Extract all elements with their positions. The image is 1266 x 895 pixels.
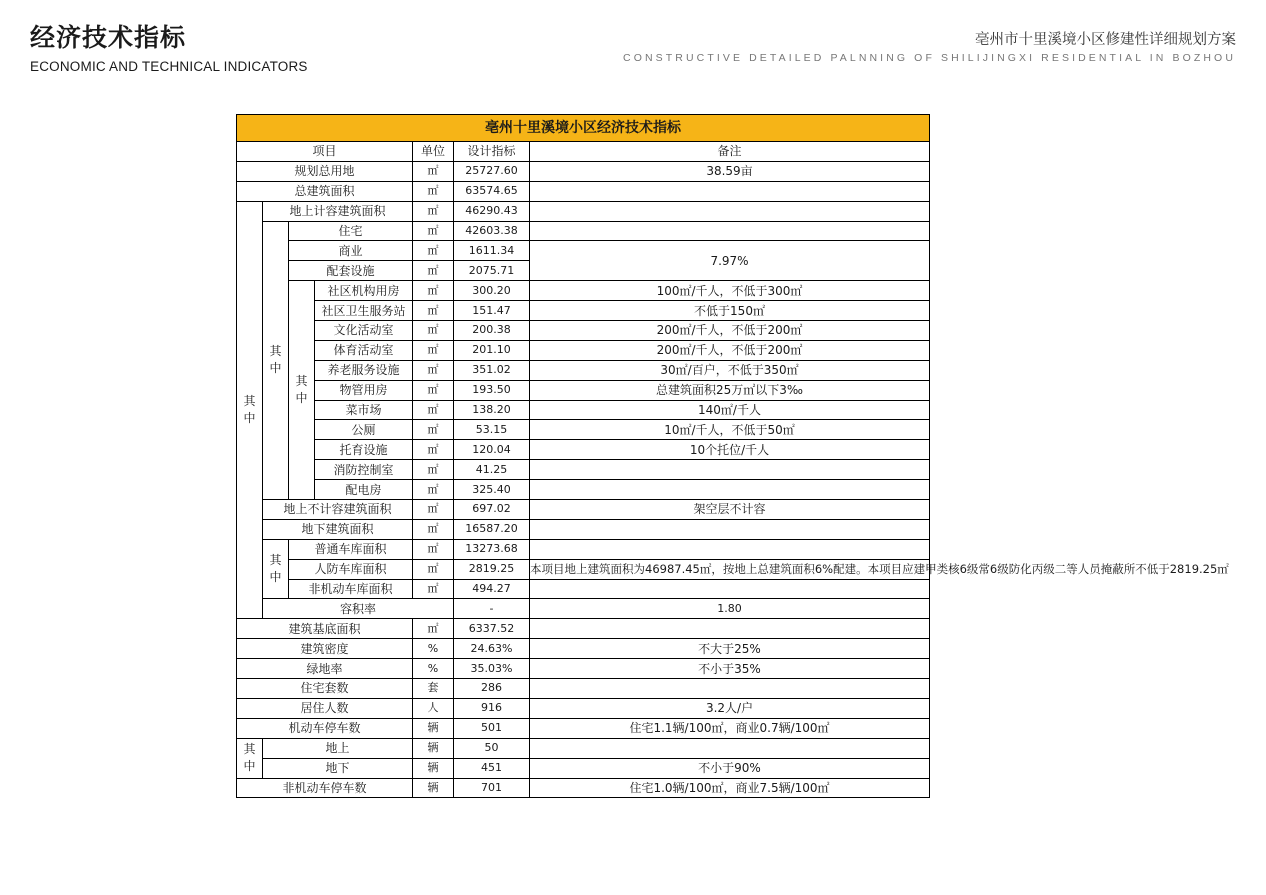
table-row xyxy=(237,639,930,659)
group-label: 其 中 xyxy=(289,281,315,500)
table-row xyxy=(237,301,930,321)
row-note: 100㎡/千人，不低于300㎡ xyxy=(530,281,930,301)
row-note: 200㎡/千人，不低于200㎡ xyxy=(530,321,930,341)
row-value: 701 xyxy=(454,778,530,798)
table-caption-row xyxy=(237,115,930,142)
row-unit: 辆 xyxy=(413,718,454,738)
row-label: 非机动车库面积 xyxy=(289,579,413,599)
row-note: 住宅1.1辆/100㎡，商业0.7辆/100㎡ xyxy=(530,718,930,738)
row-value: 138.20 xyxy=(454,400,530,420)
row-note: 架空层不计容 xyxy=(530,500,930,520)
row-unit: ㎡ xyxy=(413,539,454,559)
row-label: 文化活动室 xyxy=(315,321,413,341)
row-unit: ㎡ xyxy=(413,420,454,440)
row-label: 地下建筑面积 xyxy=(263,519,413,539)
project-title: 亳州市十里溪境小区修建性详细规划方案 xyxy=(975,32,1236,48)
table-row xyxy=(237,659,930,679)
row-label: 建筑密度 xyxy=(237,639,413,659)
group-label: 其 中 xyxy=(263,539,289,599)
table-row xyxy=(237,201,930,221)
row-unit: ㎡ xyxy=(413,340,454,360)
table-row xyxy=(237,221,930,241)
table-row xyxy=(237,778,930,798)
row-note: 本项目地上建筑面积为46987.45㎡，按地上总建筑面积6%配建。本项目应建甲类核6级常6级防化丙级二等人员掩蔽所不低于2819.25㎡ xyxy=(530,559,930,579)
row-label: 体育活动室 xyxy=(315,340,413,360)
row-unit: - xyxy=(454,599,530,619)
row-unit: ㎡ xyxy=(413,321,454,341)
row-value: 46290.43 xyxy=(454,201,530,221)
row-unit: ㎡ xyxy=(413,301,454,321)
row-note xyxy=(530,181,930,201)
row-note xyxy=(530,221,930,241)
row-label: 人防车库面积 xyxy=(289,559,413,579)
row-value: 42603.38 xyxy=(454,221,530,241)
row-value: 24.63% xyxy=(454,639,530,659)
row-unit: ㎡ xyxy=(413,281,454,301)
row-unit: ㎡ xyxy=(413,161,454,181)
row-label: 消防控制室 xyxy=(315,460,413,480)
table-row xyxy=(237,500,930,520)
row-note xyxy=(530,679,930,699)
row-label: 普通车库面积 xyxy=(289,539,413,559)
row-note xyxy=(530,579,930,599)
row-unit: ㎡ xyxy=(413,500,454,520)
row-note: 200㎡/千人，不低于200㎡ xyxy=(530,340,930,360)
group-label: 其 中 xyxy=(237,201,263,619)
table-row xyxy=(237,340,930,360)
table-row xyxy=(237,619,930,639)
row-unit: ㎡ xyxy=(413,261,454,281)
row-label: 规划总用地 xyxy=(237,161,413,181)
row-unit: ㎡ xyxy=(413,460,454,480)
row-label: 托育设施 xyxy=(315,440,413,460)
row-note: 38.59亩 xyxy=(530,161,930,181)
row-note: 3.2人/户 xyxy=(530,698,930,718)
row-unit: ㎡ xyxy=(413,201,454,221)
table-row xyxy=(237,440,930,460)
row-label: 非机动车停车数 xyxy=(237,778,413,798)
table-row xyxy=(237,400,930,420)
row-value: 351.02 xyxy=(454,360,530,380)
row-label: 配电房 xyxy=(315,480,413,500)
table-row xyxy=(237,519,930,539)
row-label: 总建筑面积 xyxy=(237,181,413,201)
row-note: 不低于150㎡ xyxy=(530,301,930,321)
header-note: 备注 xyxy=(530,142,930,162)
row-note: 10个托位/千人 xyxy=(530,440,930,460)
table-row xyxy=(237,460,930,480)
row-value: 1.80 xyxy=(530,599,930,619)
row-note: 30㎡/百户，不低于350㎡ xyxy=(530,360,930,380)
row-note xyxy=(530,738,930,758)
row-note xyxy=(530,539,930,559)
row-note xyxy=(530,460,930,480)
row-unit: 辆 xyxy=(413,738,454,758)
page-subtitle: ECONOMIC AND TECHNICAL INDICATORS xyxy=(30,59,308,74)
row-note: 不小于90% xyxy=(530,758,930,778)
row-value: 2819.25 xyxy=(454,559,530,579)
row-label: 容积率 xyxy=(263,599,454,619)
row-value: 501 xyxy=(454,718,530,738)
row-label: 机动车停车数 xyxy=(237,718,413,738)
table-row xyxy=(237,241,930,261)
table-row xyxy=(237,559,930,579)
table-row xyxy=(237,539,930,559)
page-title: 经济技术指标 xyxy=(30,23,187,52)
row-value: 451 xyxy=(454,758,530,778)
row-value: 63574.65 xyxy=(454,181,530,201)
table-row xyxy=(237,420,930,440)
table-row xyxy=(237,480,930,500)
row-unit: ㎡ xyxy=(413,579,454,599)
row-unit: ㎡ xyxy=(413,519,454,539)
table-row xyxy=(237,679,930,699)
row-label: 居住人数 xyxy=(237,698,413,718)
row-value: 50 xyxy=(454,738,530,758)
row-value: 494.27 xyxy=(454,579,530,599)
row-label: 住宅套数 xyxy=(237,679,413,699)
row-label: 菜市场 xyxy=(315,400,413,420)
row-value: 193.50 xyxy=(454,380,530,400)
row-label: 绿地率 xyxy=(237,659,413,679)
row-value: 53.15 xyxy=(454,420,530,440)
row-note: 10㎡/千人，不低于50㎡ xyxy=(530,420,930,440)
group-label: 其 中 xyxy=(237,738,263,778)
row-note: 住宅1.0辆/100㎡，商业7.5辆/100㎡ xyxy=(530,778,930,798)
row-value: 120.04 xyxy=(454,440,530,460)
row-value: 2075.71 xyxy=(454,261,530,281)
row-unit: ㎡ xyxy=(413,480,454,500)
row-value: 201.10 xyxy=(454,340,530,360)
row-label: 社区卫生服务站 xyxy=(315,301,413,321)
row-note xyxy=(530,519,930,539)
row-unit: 套 xyxy=(413,679,454,699)
row-unit: ㎡ xyxy=(413,559,454,579)
row-value: 35.03% xyxy=(454,659,530,679)
row-label: 地上计容建筑面积 xyxy=(263,201,413,221)
table-caption: 亳州十里溪境小区经济技术指标 xyxy=(237,115,930,142)
row-unit: 辆 xyxy=(413,778,454,798)
row-label: 地下 xyxy=(263,758,413,778)
row-unit: ㎡ xyxy=(413,241,454,261)
row-label: 社区机构用房 xyxy=(315,281,413,301)
row-label: 地上不计容建筑面积 xyxy=(263,500,413,520)
row-unit: ㎡ xyxy=(413,619,454,639)
table-row xyxy=(237,718,930,738)
group-label: 其 中 xyxy=(263,221,289,499)
row-value: 300.20 xyxy=(454,281,530,301)
row-unit: ㎡ xyxy=(413,221,454,241)
row-label: 地上 xyxy=(263,738,413,758)
row-note: 总建筑面积25万㎡以下3‰ xyxy=(530,380,930,400)
table-row xyxy=(237,181,930,201)
table-header-row xyxy=(237,142,930,162)
row-label: 公厕 xyxy=(315,420,413,440)
row-value: 1611.34 xyxy=(454,241,530,261)
row-unit: ㎡ xyxy=(413,400,454,420)
row-note: 7.97% xyxy=(530,241,930,281)
table-row xyxy=(237,579,930,599)
header-value: 设计指标 xyxy=(454,142,530,162)
row-unit: % xyxy=(413,639,454,659)
table-row xyxy=(237,360,930,380)
row-value: 916 xyxy=(454,698,530,718)
row-value: 6337.52 xyxy=(454,619,530,639)
row-label: 商业 xyxy=(289,241,413,261)
row-value: 697.02 xyxy=(454,500,530,520)
row-note xyxy=(530,201,930,221)
row-note xyxy=(530,619,930,639)
row-label: 建筑基底面积 xyxy=(237,619,413,639)
row-unit: ㎡ xyxy=(413,440,454,460)
project-title-en: CONSTRUCTIVE DETAILED PALNNING OF SHILIJINGXI RESIDENTIAL IN BOZHOU xyxy=(623,52,1236,64)
indicators-table xyxy=(236,114,1229,798)
row-label: 住宅 xyxy=(289,221,413,241)
table-row xyxy=(237,758,930,778)
row-value: 286 xyxy=(454,679,530,699)
row-note: 不大于25% xyxy=(530,639,930,659)
table-row xyxy=(237,321,930,341)
table-row xyxy=(237,281,930,301)
row-value: 325.40 xyxy=(454,480,530,500)
row-label: 物管用房 xyxy=(315,380,413,400)
row-value: 41.25 xyxy=(454,460,530,480)
row-unit: ㎡ xyxy=(413,360,454,380)
table-row xyxy=(237,738,930,758)
header-item: 项目 xyxy=(237,142,413,162)
row-label: 养老服务设施 xyxy=(315,360,413,380)
row-unit: 人 xyxy=(413,698,454,718)
row-value: 151.47 xyxy=(454,301,530,321)
row-note xyxy=(530,480,930,500)
header-unit: 单位 xyxy=(413,142,454,162)
row-label: 配套设施 xyxy=(289,261,413,281)
row-value: 16587.20 xyxy=(454,519,530,539)
row-value: 200.38 xyxy=(454,321,530,341)
table-row xyxy=(237,599,930,619)
table-row xyxy=(237,380,930,400)
row-unit: % xyxy=(413,659,454,679)
row-unit: ㎡ xyxy=(413,380,454,400)
row-unit: 辆 xyxy=(413,758,454,778)
row-note: 不小于35% xyxy=(530,659,930,679)
row-unit: ㎡ xyxy=(413,181,454,201)
row-value: 13273.68 xyxy=(454,539,530,559)
table-row xyxy=(237,161,930,181)
row-value: 25727.60 xyxy=(454,161,530,181)
row-note: 140㎡/千人 xyxy=(530,400,930,420)
table-row xyxy=(237,698,930,718)
